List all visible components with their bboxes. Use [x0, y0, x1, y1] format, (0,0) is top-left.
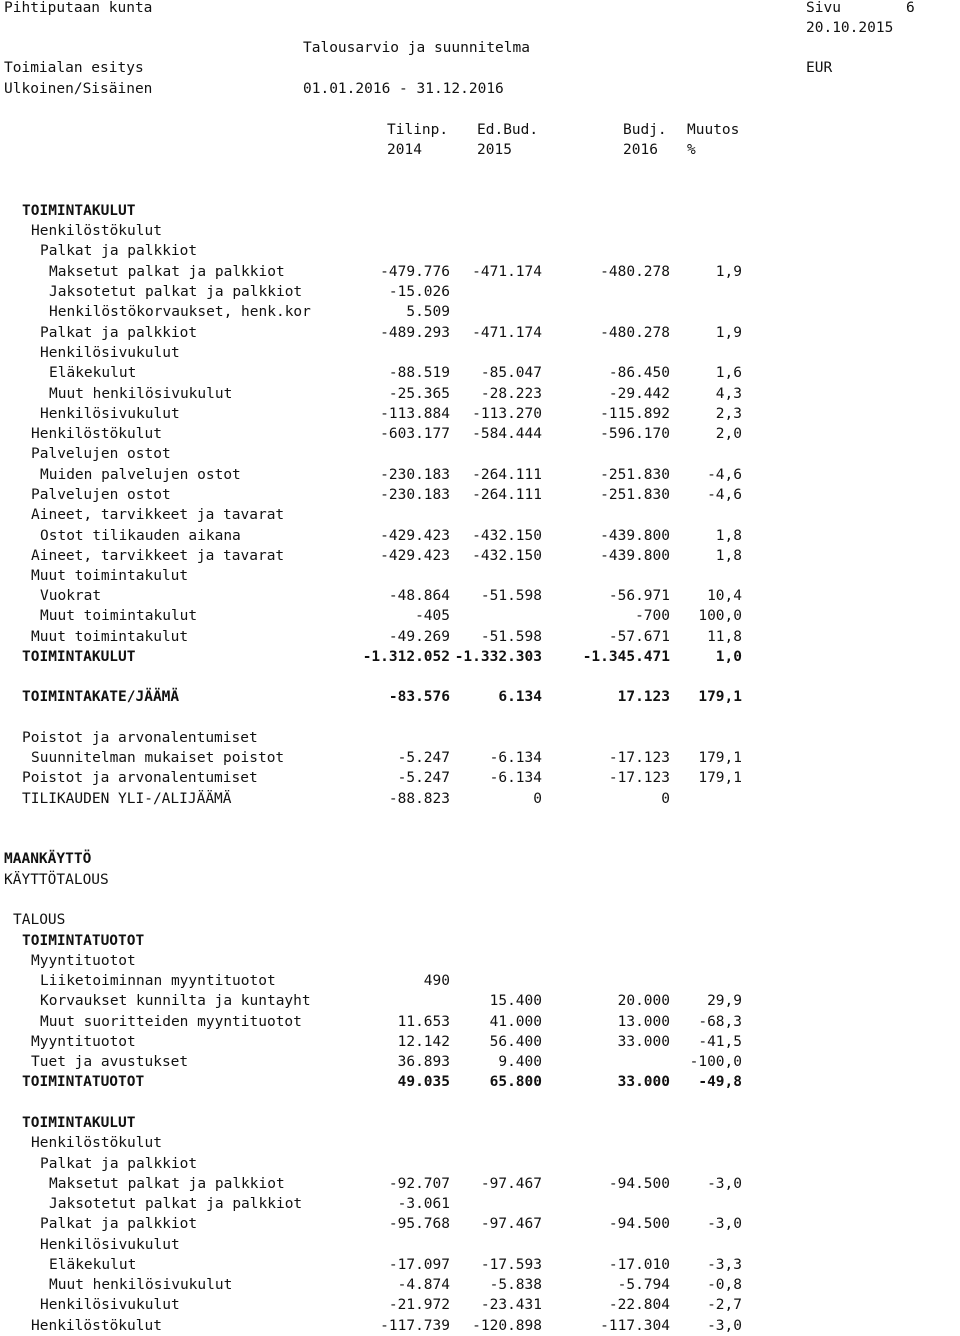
value-2014: -49.269	[388, 629, 450, 645]
value-2014: -5.247	[397, 750, 450, 766]
value-2014: 36.893	[397, 1054, 450, 1070]
value-change: 10,4	[707, 588, 742, 604]
value-change: 1,0	[715, 649, 742, 665]
value-2016: -94.500	[608, 1176, 670, 1192]
value-change: -100,0	[689, 1054, 742, 1070]
organization-name: Pihtiputaan kunta	[4, 0, 153, 16]
value-change: -0,8	[707, 1277, 742, 1293]
value-2014: -1.312.052	[362, 649, 450, 665]
value-2014: 11.653	[397, 1014, 450, 1030]
row-label: Henkilösivukulut	[40, 1297, 180, 1313]
value-2016: -17.123	[608, 750, 670, 766]
value-2016: -29.442	[608, 386, 670, 402]
value-change: 1,9	[715, 264, 742, 280]
value-2015: -432.150	[472, 528, 542, 544]
value-2015: -120.898	[472, 1318, 542, 1334]
value-2016: -57.671	[608, 629, 670, 645]
value-2014: -489.293	[380, 325, 450, 341]
value-2016: 33.000	[617, 1034, 670, 1050]
row-label: TOIMINTAKULUT	[22, 649, 136, 665]
value-2014: -83.576	[388, 689, 450, 705]
value-2014: 5.509	[406, 304, 450, 320]
section-subtitle: KÄYTTÖTALOUS	[4, 872, 109, 888]
value-2016: -700	[635, 608, 670, 624]
value-2016: -251.830	[600, 467, 670, 483]
value-2016: -86.450	[608, 365, 670, 381]
value-change: 179,1	[698, 750, 742, 766]
value-change: -4,6	[707, 487, 742, 503]
row-label: Muut suoritteiden myyntituotot	[40, 1014, 302, 1030]
value-2016: -117.304	[600, 1318, 670, 1334]
row-label: Palvelujen ostot	[31, 487, 171, 503]
value-2014: -230.183	[380, 487, 450, 503]
row-label: Henkilöstökulut	[31, 1318, 162, 1334]
row-label: Poistot ja arvonalentumiset	[22, 770, 258, 786]
value-2014: 49.035	[397, 1074, 450, 1090]
value-2014: -3.061	[397, 1196, 450, 1212]
row-label: Tuet ja avustukset	[31, 1054, 189, 1070]
value-2014: -113.884	[380, 406, 450, 422]
value-2016: -480.278	[600, 264, 670, 280]
row-label: Aineet, tarvikkeet ja tavarat	[31, 507, 285, 523]
value-change: -3,3	[707, 1257, 742, 1273]
value-2014: -603.177	[380, 426, 450, 442]
row-label: Poistot ja arvonalentumiset	[22, 730, 258, 746]
section-title: MAANKÄYTTÖ	[4, 851, 92, 867]
value-change: -2,7	[707, 1297, 742, 1313]
value-2014: -88.519	[388, 365, 450, 381]
value-2015: 9.400	[498, 1054, 542, 1070]
row-label: Henkilöstökorvaukset, henk.kor	[49, 304, 311, 320]
value-2015: -584.444	[472, 426, 542, 442]
value-2015: -432.150	[472, 548, 542, 564]
value-2014: -25.365	[388, 386, 450, 402]
value-2015: -17.593	[480, 1257, 542, 1273]
value-2016: -251.830	[600, 487, 670, 503]
value-2015: 56.400	[489, 1034, 542, 1050]
row-label: Jaksotetut palkat ja palkkiot	[49, 284, 303, 300]
value-change: -41,5	[698, 1034, 742, 1050]
row-label: TALOUS	[13, 912, 66, 928]
value-2016: -17.123	[608, 770, 670, 786]
row-label: TOIMINTATUOTOT	[22, 1074, 145, 1090]
row-label: Muiden palvelujen ostot	[40, 467, 241, 483]
value-2014: 490	[423, 973, 450, 989]
value-2015: -471.174	[472, 325, 542, 341]
row-label: Henkilöstökulut	[31, 223, 162, 239]
value-2015: -6.134	[489, 750, 542, 766]
value-2014: 12.142	[397, 1034, 450, 1050]
value-change: 1,6	[715, 365, 742, 381]
row-label: Palkat ja palkkiot	[40, 1156, 198, 1172]
row-label: Suunnitelman mukaiset poistot	[31, 750, 285, 766]
row-label: Palkat ja palkkiot	[40, 243, 198, 259]
value-change: -3,0	[707, 1318, 742, 1334]
value-2015: -5.838	[489, 1277, 542, 1293]
column-header-edbud: Ed.Bud.	[477, 122, 539, 138]
value-2016: 13.000	[617, 1014, 670, 1030]
value-change: 4,3	[715, 386, 742, 402]
value-2014: -17.097	[388, 1257, 450, 1273]
value-2016: -1.345.471	[582, 649, 670, 665]
row-label: Palkat ja palkkiot	[40, 325, 198, 341]
value-2014: -117.739	[380, 1318, 450, 1334]
row-label: Jaksotetut palkat ja palkkiot	[49, 1196, 303, 1212]
value-2015: -264.111	[472, 487, 542, 503]
value-2015: -97.467	[480, 1176, 542, 1192]
row-label: TOIMINTAKULUT	[22, 203, 136, 219]
value-2015: -264.111	[472, 467, 542, 483]
row-label: Myyntituotot	[31, 953, 136, 969]
row-label: Maksetut palkat ja palkkiot	[49, 264, 285, 280]
value-2015: 0	[533, 791, 542, 807]
row-label: Palkat ja palkkiot	[40, 1216, 198, 1232]
row-label: Korvaukset kunnilta ja kuntayht	[40, 993, 311, 1009]
column-year-2015: 2015	[477, 142, 512, 158]
value-2015: -1.332.303	[454, 649, 542, 665]
page-number: 6	[906, 0, 915, 16]
value-2015: -113.270	[472, 406, 542, 422]
value-2014: -21.972	[388, 1297, 450, 1313]
column-header-budj: Budj.	[623, 122, 667, 138]
value-2015: 6.134	[498, 689, 542, 705]
value-2015: -23.431	[480, 1297, 542, 1313]
row-label: Henkilösivukulut	[40, 406, 180, 422]
value-2015: -85.047	[480, 365, 542, 381]
value-change: 29,9	[707, 993, 742, 1009]
value-change: 179,1	[698, 689, 742, 705]
row-label: Henkilöstökulut	[31, 426, 162, 442]
row-label: Henkilöstökulut	[31, 1135, 162, 1151]
value-change: -68,3	[698, 1014, 742, 1030]
column-header-tilinp: Tilinp.	[387, 122, 449, 138]
value-2016: -596.170	[600, 426, 670, 442]
column-year-2014: 2014	[387, 142, 422, 158]
row-label: TOIMINTAKATE/JÄÄMÄ	[22, 689, 180, 705]
value-2014: -48.864	[388, 588, 450, 604]
report-unit-label: Toimialan esitys	[4, 60, 144, 76]
value-2015: -51.598	[480, 588, 542, 604]
value-2014: -88.823	[388, 791, 450, 807]
value-2015: -51.598	[480, 629, 542, 645]
value-2014: -479.776	[380, 264, 450, 280]
value-2014: -429.423	[380, 528, 450, 544]
value-2016: 17.123	[617, 689, 670, 705]
value-change: 11,8	[707, 629, 742, 645]
currency: EUR	[806, 60, 833, 76]
value-2014: -230.183	[380, 467, 450, 483]
value-2016: -5.794	[617, 1277, 670, 1293]
value-2015: 15.400	[489, 993, 542, 1009]
row-label: Myyntituotot	[31, 1034, 136, 1050]
row-label: Henkilösivukulut	[40, 1237, 180, 1253]
row-label: Muut toimintakulut	[31, 629, 189, 645]
row-label: Henkilösivukulut	[40, 345, 180, 361]
report-date: 20.10.2015	[806, 20, 894, 36]
report-period: 01.01.2016 - 31.12.2016	[303, 81, 504, 97]
row-label: Eläkekulut	[49, 1257, 137, 1273]
row-label: Ostot tilikauden aikana	[40, 528, 241, 544]
row-label: Muut henkilösivukulut	[49, 1277, 233, 1293]
value-change: -3,0	[707, 1176, 742, 1192]
value-change: -49,8	[698, 1074, 742, 1090]
value-2016: -480.278	[600, 325, 670, 341]
report-title: Talousarvio ja suunnitelma	[303, 40, 530, 56]
value-2016: -439.800	[600, 528, 670, 544]
row-label: Muut toimintakulut	[31, 568, 189, 584]
report-scope: Ulkoinen/Sisäinen	[4, 81, 153, 97]
value-2014: -15.026	[388, 284, 450, 300]
page-label: Sivu	[806, 0, 841, 16]
value-2014: -405	[415, 608, 450, 624]
value-2016: -56.971	[608, 588, 670, 604]
column-header-muutos: Muutos	[687, 122, 740, 138]
value-2016: -17.010	[608, 1257, 670, 1273]
value-2015: 41.000	[489, 1014, 542, 1030]
value-2014: -429.423	[380, 548, 450, 564]
value-2016: 0	[661, 791, 670, 807]
value-change: -3,0	[707, 1216, 742, 1232]
value-2014: -4.874	[397, 1277, 450, 1293]
row-label: Liiketoiminnan myyntituotot	[40, 973, 276, 989]
row-label: Muut toimintakulut	[40, 608, 198, 624]
column-year-2016: 2016	[623, 142, 658, 158]
value-2015: 65.800	[489, 1074, 542, 1090]
row-label: Maksetut palkat ja palkkiot	[49, 1176, 285, 1192]
row-label: TOIMINTATUOTOT	[22, 933, 145, 949]
row-label: Vuokrat	[40, 588, 102, 604]
value-change: 2,0	[715, 426, 742, 442]
value-2016: 33.000	[617, 1074, 670, 1090]
value-change: 1,9	[715, 325, 742, 341]
value-change: 179,1	[698, 770, 742, 786]
value-change: 2,3	[715, 406, 742, 422]
value-2016: -22.804	[608, 1297, 670, 1313]
value-2015: -471.174	[472, 264, 542, 280]
value-2014: -95.768	[388, 1216, 450, 1232]
value-2014: -5.247	[397, 770, 450, 786]
value-change: 1,8	[715, 548, 742, 564]
value-2016: -439.800	[600, 548, 670, 564]
row-label: Aineet, tarvikkeet ja tavarat	[31, 548, 285, 564]
value-change: -4,6	[707, 467, 742, 483]
value-2015: -6.134	[489, 770, 542, 786]
row-label: Muut henkilösivukulut	[49, 386, 233, 402]
row-label: Eläkekulut	[49, 365, 137, 381]
value-2016: -94.500	[608, 1216, 670, 1232]
row-label: TOIMINTAKULUT	[22, 1115, 136, 1131]
value-2015: -97.467	[480, 1216, 542, 1232]
value-change: 1,8	[715, 528, 742, 544]
column-unit-percent: %	[687, 142, 696, 158]
value-2015: -28.223	[480, 386, 542, 402]
value-2014: -92.707	[388, 1176, 450, 1192]
value-2016: -115.892	[600, 406, 670, 422]
value-2016: 20.000	[617, 993, 670, 1009]
row-label: TILIKAUDEN YLI-/ALIJÄÄMÄ	[22, 791, 232, 807]
value-change: 100,0	[698, 608, 742, 624]
row-label: Palvelujen ostot	[31, 446, 171, 462]
